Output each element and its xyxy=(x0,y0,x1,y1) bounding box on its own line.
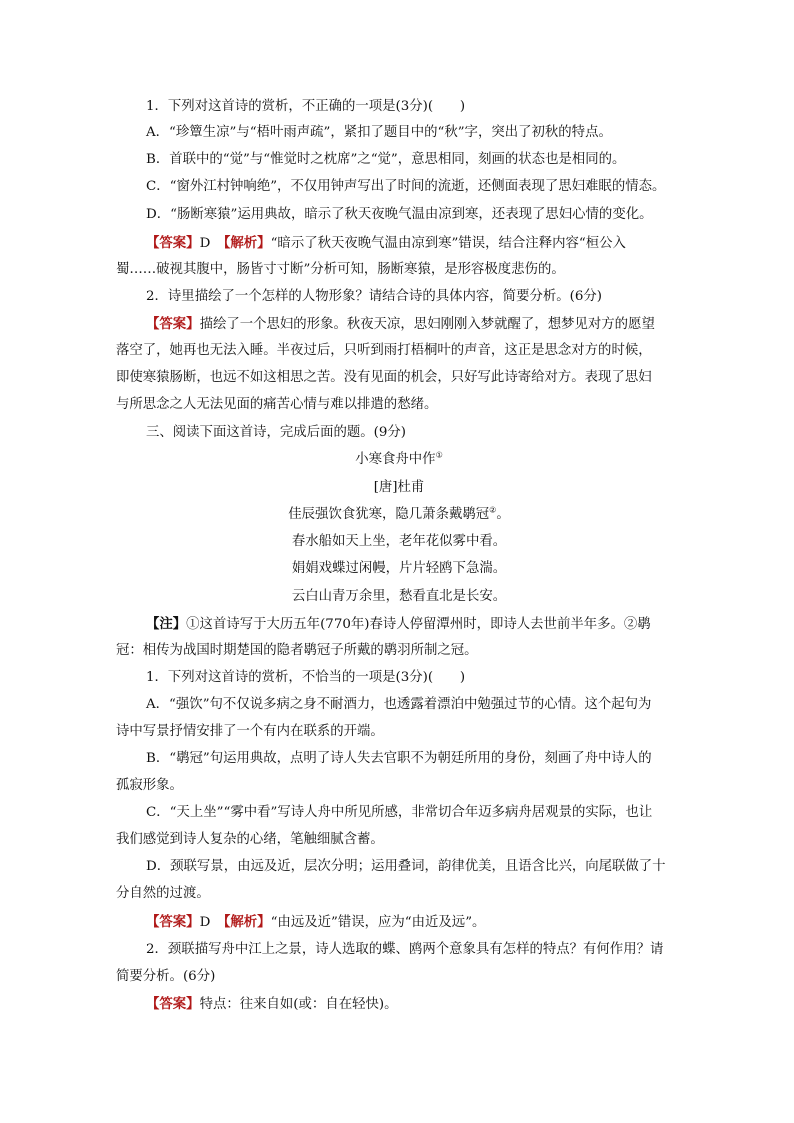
q3-stem: 1．下列对这首诗的赏析，不恰当的一项是(3分)( ) xyxy=(146,670,466,685)
answer-tag: 【答案】 xyxy=(146,914,200,930)
analysis-text: “暗示了秋天夜晚气温由凉到寒”错误，结合注释内容“桓公入 xyxy=(270,236,626,251)
q4-stem-cont: 简要分析。(6分) xyxy=(116,969,216,984)
poem-line-text: 佳辰强饮食犹寒，隐几萧条戴鹖冠 xyxy=(288,507,490,522)
note-line xyxy=(146,614,682,635)
footnote-marker: ① xyxy=(435,450,443,460)
q3-option-b-cont: 孤寂形象。 xyxy=(116,778,183,793)
q1-analysis-continued: 蜀……破视其腹中，肠皆寸寸断”分析可知，肠断寒猿，是形容极度悲伤的。 xyxy=(116,262,565,277)
q1-stem: 1．下列对这首诗的赏析，不正确的一项是(3分)( ) xyxy=(146,99,466,114)
answer-text: 特点：往来自如(或：自在轻快)。 xyxy=(199,997,398,1012)
poem-author: [唐]杜甫 xyxy=(373,480,425,495)
poem-title: 小寒食舟中作 xyxy=(355,452,436,467)
analysis-tag: 【解析】 xyxy=(223,914,271,930)
q1-option-a: A．“珍簟生凉”与“梧叶雨声疏”，紧扣了题目中的“秋”字，突出了初秋的特点。 xyxy=(146,125,612,140)
q1-option-b: B．首联中的“觉”与“惟觉时之枕席”之“觉”，意思相同，刻画的状态也是相同的。 xyxy=(146,152,626,167)
section-heading: 三、阅读下面这首诗，完成后面的题。(9分) xyxy=(146,425,406,440)
q1-option-d: D．“肠断寒猿”运用典故，暗示了秋天夜晚气温由凉到寒，还表现了思妇心情的变化。 xyxy=(146,207,653,222)
q1-answer-line xyxy=(146,233,682,254)
q3-option-d: D．颈联写景，由远及近，层次分明；运用叠词，韵律优美，且语含比兴，向尾联做了十 xyxy=(146,859,666,874)
q2-stem: 2．诗里描绘了一个怎样的人物形象？请结合诗的具体内容，简要分析。(6分) xyxy=(146,289,602,304)
answer-value: D xyxy=(199,236,224,251)
q3-option-c-cont: 我们感觉到诗人复杂的心绪，笔触细腻含蓄。 xyxy=(116,832,384,847)
q3-option-d-cont: 分自然的过渡。 xyxy=(116,886,210,901)
note-tag: 【注】 xyxy=(146,616,187,632)
note-line-2: 冠：相传为战国时期楚国的隐者鹖冠子所戴的鹖羽所制之冠。 xyxy=(116,643,478,658)
footnote-marker: ② xyxy=(489,505,497,515)
q2-answer-line-3: 即使寒猿肠断，也远不如这相思之苦。没有见面的机会，只好写此诗寄给对方。表现了思妇 xyxy=(116,370,652,385)
answer-tag: 【答案】 xyxy=(146,996,200,1012)
analysis-text: “由远及近”错误，应为“由近及远”。 xyxy=(270,915,486,930)
q1-option-c: C．“窗外江村钟响绝”，不仅用钟声写出了时间的流逝，还侧面表现了思妇难眠的情态。 xyxy=(146,179,666,194)
poem-line-3: 娟娟戏蝶过闲幔，片片轻鸥下急湍。 xyxy=(291,561,507,576)
q3-answer-line xyxy=(146,912,682,933)
q3-option-a-cont: 诗中写景抒情安排了一个有内在联系的开端。 xyxy=(116,724,384,739)
q3-option-a: A．“强饮”句不仅说多病之身不耐酒力，也透露着漂泊中勉强过节的心情。这个起句为 xyxy=(146,697,652,712)
q3-option-c: C．“天上坐”“雾中看”写诗人舟中所见所感，非常切合年迈多病舟居观景的实际，也让 xyxy=(146,805,653,820)
analysis-tag: 【解析】 xyxy=(223,235,271,251)
poem-line-2: 春水船如天上坐，老年花似雾中看。 xyxy=(291,534,507,549)
q2-answer-line-2: 落空了，她再也无法入睡。半夜过后，只听到雨打梧桐叶的声音，这正是思念对方的时候， xyxy=(116,343,652,358)
poem-line-punct: 。 xyxy=(496,507,510,522)
q3-option-b: B．“鹖冠”句运用典故，点明了诗人失去官职不为朝廷所用的身份，刻画了舟中诗人的 xyxy=(146,751,652,766)
answer-tag: 【答案】 xyxy=(146,235,200,251)
poem-title-line xyxy=(116,450,682,470)
answer-value: D xyxy=(199,915,224,930)
note-text: ①这首诗写于大历五年(770年)春诗人停留潭州时，即诗人去世前半年多。②鹖 xyxy=(186,617,651,632)
q2-answer-line-4: 与所思念之人无法见面的痛苦心情与难以排遣的愁绪。 xyxy=(116,397,438,412)
answer-tag: 【答案】 xyxy=(146,316,200,332)
poem-line-1 xyxy=(116,505,682,525)
q4-answer-line xyxy=(146,994,682,1015)
answer-text: 描绘了一个思妇的形象。秋夜天凉，思妇刚刚入梦就醒了，想梦见对方的愿望 xyxy=(199,317,655,332)
poem-line-4: 云白山青万余里，愁看直北是长安。 xyxy=(291,589,507,604)
q4-stem: 2．颈联描写舟中江上之景，诗人选取的蝶、鸥两个意象具有怎样的特点？有何作用？请 xyxy=(146,942,664,957)
q2-answer-line xyxy=(146,314,682,335)
